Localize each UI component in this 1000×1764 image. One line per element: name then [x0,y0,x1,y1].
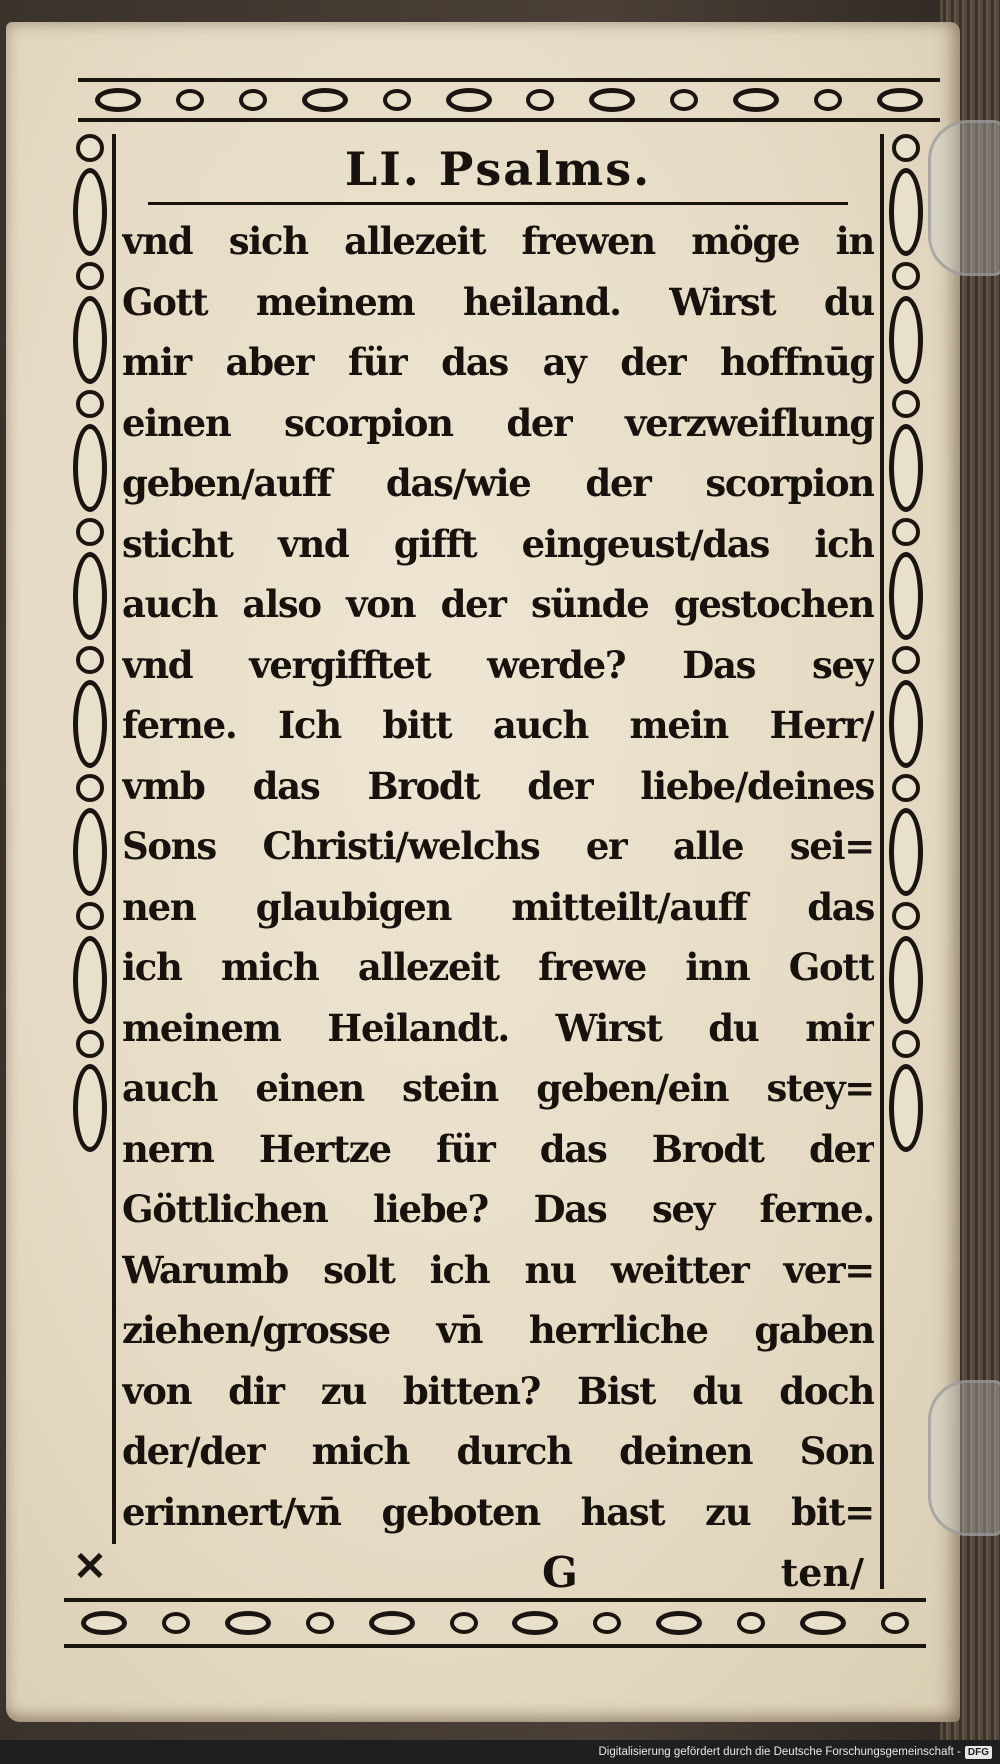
ornament-ring [512,1611,558,1635]
ornament-oval [889,552,923,640]
text-line: erinnert/vn̄ geboten hast zu bit= [122,1489,874,1534]
text-line: nen glaubigen mitteilt/auff das [122,884,874,929]
ornament-ring [239,89,267,111]
ornament-ring [225,1611,271,1635]
ornament-ring [892,902,920,930]
ornament-ring [814,89,842,111]
credit-text: Digitalisierung gefördert durch die Deutsche Forschungsgemeinschaft - [598,1746,961,1758]
ornament-ring [892,774,920,802]
ornament-ring [526,89,554,111]
ornament-rule [64,1644,926,1648]
ornament-ring [306,1612,334,1634]
text-lines [122,211,874,1542]
ornament-ring [176,89,204,111]
text-line: vnd vergifftet werde? Das sey [122,642,874,687]
text-line: auch einen stein geben/ein stey= [122,1066,874,1110]
ornament-ring [369,1611,415,1635]
text-line: Gott meinem heiland. Wirst du [122,279,874,324]
heading-rule [148,202,848,205]
ornament-ring [446,88,492,112]
text-line: geben/auff das/wie der scorpion [122,461,874,505]
text-line: vmb das Brodt der liebe/deines [122,763,874,808]
ornament-ring [76,390,104,418]
ornament-ring [892,134,920,162]
corner-ornament: ✕ [73,1543,107,1590]
ornament-rule [112,134,116,1544]
ornament-ring [733,88,779,112]
ornament-oval [73,168,107,256]
ornament-ring [162,1612,190,1634]
text-line: vnd sich allezeit frewen möge in [122,219,874,263]
ornament-ring [81,1611,127,1635]
top-ornament-border [78,78,940,122]
text-line: Göttlichen liebe? Das sey ferne. [122,1187,874,1231]
text-line: nern Hertze für das Brodt der [122,1126,874,1171]
ornament-ring [656,1611,702,1635]
right-ornament-border [882,134,930,1589]
ornament-ring [76,646,104,674]
ornament-ring [881,1612,909,1634]
catchword: ten/ [780,1550,864,1595]
ornament-ring [95,88,141,112]
text-line: sticht vnd gifft eingeust/das ich [122,521,874,566]
text-line: ferne. Ich bitt auch mein Herr/ [122,703,874,747]
ornament-oval [73,1064,107,1152]
left-ornament-border [66,134,114,1544]
text-line: meinem Heilandt. Wirst du mir [122,1005,874,1050]
ornament-oval [889,808,923,896]
ornament-ring [892,1030,920,1058]
ornament-oval [889,680,923,768]
digitization-credit-bar [0,1740,1000,1764]
ornament-ring [877,88,923,112]
text-line: Warumb solt ich nu weitter ver= [122,1247,874,1292]
ornament-ring [892,518,920,546]
page-clip [928,1380,1000,1536]
ornament-ring [76,774,104,802]
ornament-rule [78,78,940,82]
text-line: von dir zu bitten? Bist du doch [122,1368,874,1413]
ornament-oval [73,296,107,384]
ornament-rule [64,1598,926,1602]
ornament-ring [76,262,104,290]
ornament-ring [892,262,920,290]
ornament-ring [383,89,411,111]
page-footer-line [122,1542,874,1604]
ornament-oval [73,680,107,768]
ornament-oval [889,936,923,1024]
ornament-ring [76,1030,104,1058]
ornament-ring [589,88,635,112]
page-clip [928,120,1000,276]
signature-mark: G [542,1548,578,1597]
page-text-block [122,138,874,1597]
ornament-ring [737,1612,765,1634]
ornament-oval [889,424,923,512]
ornament-ring [800,1611,846,1635]
ornament-ring [670,89,698,111]
ornament-ring [76,518,104,546]
ornament-ring [76,902,104,930]
bottom-ornament-border [64,1598,926,1648]
text-line: auch also von der sünde gestochen [122,582,874,626]
text-line: ich mich allezeit frewe inn Gott [122,945,874,989]
ornament-oval [73,936,107,1024]
ornament-oval [73,552,107,640]
ornament-ring [450,1612,478,1634]
dfg-logo[interactable]: DFG [965,1746,992,1759]
ornament-oval [73,424,107,512]
text-line: Sons Christi/welchs er alle sei= [122,824,874,868]
ornament-ring [892,646,920,674]
ornament-oval [889,1064,923,1152]
text-line: mir aber für das ay der hoffnūg [122,340,874,384]
ornament-oval [889,168,923,256]
ornament-oval [889,296,923,384]
text-line: der/der mich durch deinen Son [122,1429,874,1473]
ornament-rule [78,118,940,122]
ornament-ring [76,134,104,162]
text-line: einen scorpion der verzweiflung [122,400,874,445]
ornament-ring [593,1612,621,1634]
running-head: LI. Psalms. [344,142,652,196]
ornament-ring [892,390,920,418]
ornament-oval [73,808,107,896]
text-line: ziehen/grosse vn̄ herrliche gaben [122,1308,874,1352]
ornament-rule [880,134,884,1589]
ornament-ring [302,88,348,112]
